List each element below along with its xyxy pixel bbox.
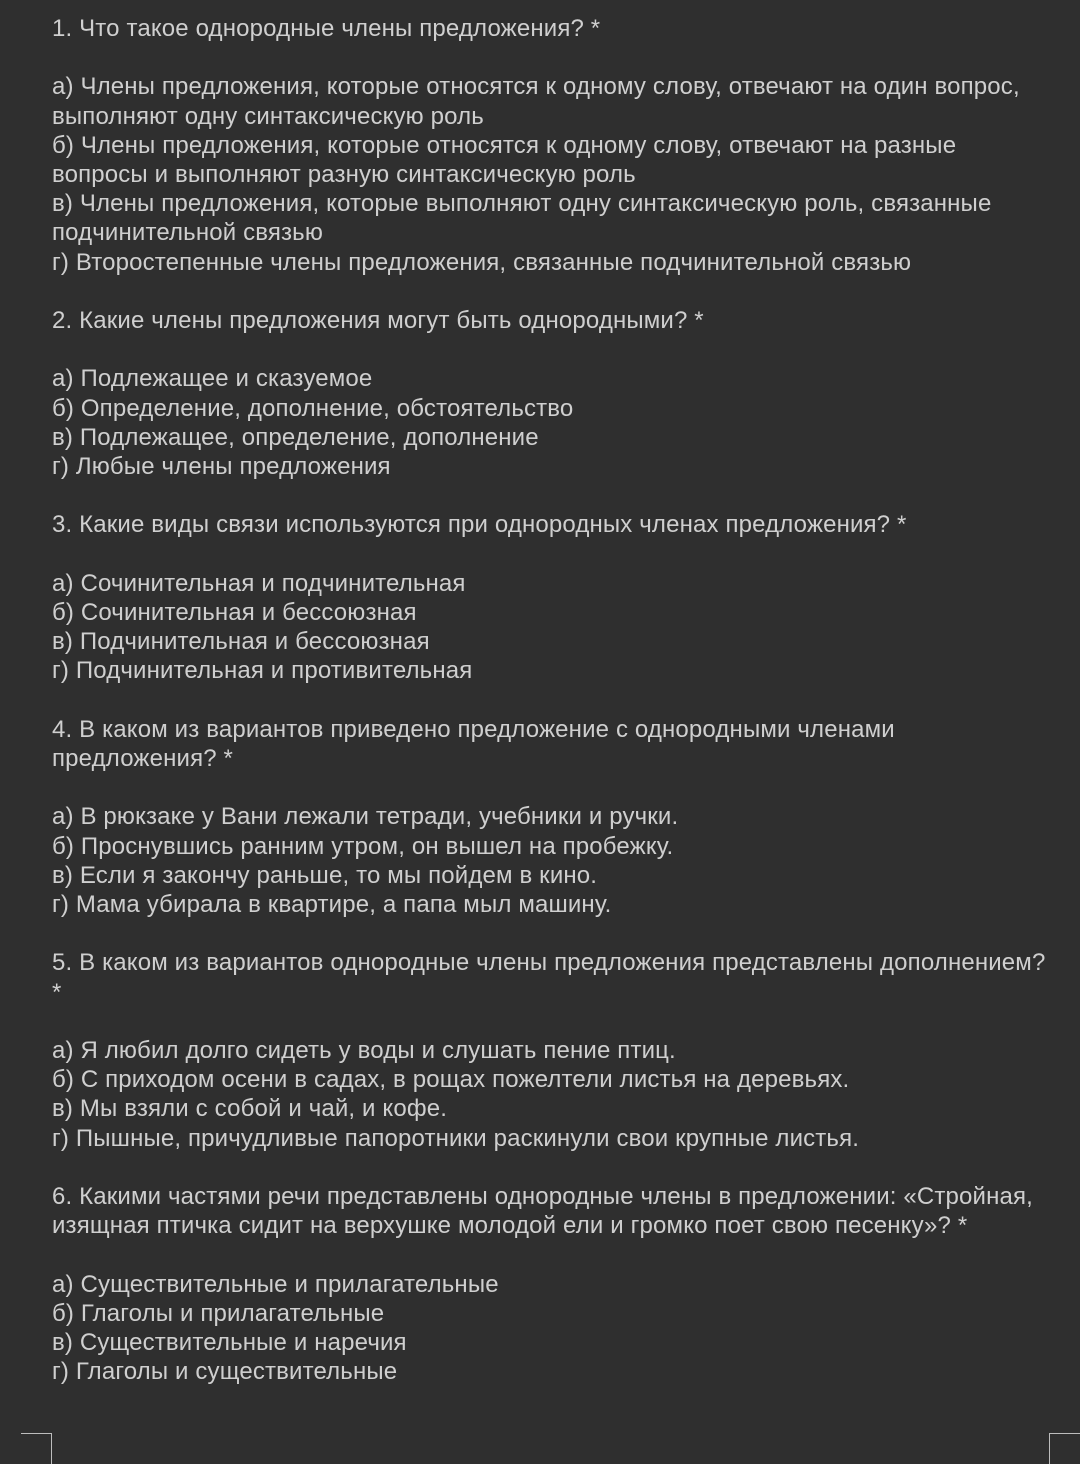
answer-list bbox=[52, 1036, 1052, 1153]
answer-option: в) Подчинительная и бессоюзная bbox=[52, 628, 430, 656]
question-title: 6. Какими частями речи представлены однородные члены в предложении: «Стройная, изящная птичка сидит на верхушке молодой ели и громко поет свою песенку»? * bbox=[52, 1182, 1033, 1240]
page-corner-right-mark bbox=[1049, 1433, 1080, 1464]
answer-option: г) Второстепенные члены предложения, связанные подчинительной связью bbox=[52, 248, 912, 276]
answer-option: а) Члены предложения, которые относятся к одному слову, отвечают на один вопрос, выполняют одну синтаксическую роль bbox=[52, 73, 1020, 130]
answer-list bbox=[52, 364, 1052, 481]
question-5 bbox=[52, 948, 1052, 1152]
question-title: 1. Что такое однородные члены предложения? * bbox=[52, 15, 601, 42]
answer-option: в) Существительные и наречия bbox=[52, 1328, 407, 1356]
question-4 bbox=[52, 715, 1052, 919]
spacer bbox=[52, 481, 1052, 510]
answer-option: в) Подлежащее, определение, дополнение bbox=[52, 423, 539, 451]
answer-option: б) С приходом осени в садах, в рощах пожелтели листья на деревьях. bbox=[52, 1066, 850, 1094]
answer-option: г) Мама убирала в квартире, а папа мыл машину. bbox=[52, 890, 612, 918]
answer-option: б) Глаголы и прилагательные bbox=[52, 1299, 385, 1327]
question-2 bbox=[52, 306, 1052, 481]
answer-list bbox=[52, 1270, 1052, 1387]
answer-option: г) Пышные, причудливые папоротники раскинули свои крупные листья. bbox=[52, 1124, 860, 1152]
spacer bbox=[52, 686, 1052, 715]
answer-option: г) Подчинительная и противительная bbox=[52, 657, 473, 685]
question-1 bbox=[52, 14, 1052, 277]
question-title: 2. Какие члены предложения могут быть однородными? * bbox=[52, 307, 704, 334]
answer-list bbox=[52, 569, 1052, 686]
question-title: 4. В каком из вариантов приведено предложение с однородными членами предложения? * bbox=[52, 715, 895, 772]
page-corner-left-mark bbox=[21, 1433, 52, 1464]
answer-option: а) В рюкзаке у Вани лежали тетради, учебники и ручки. bbox=[52, 803, 679, 831]
spacer bbox=[52, 277, 1052, 306]
answer-option: г) Любые члены предложения bbox=[52, 453, 391, 480]
spacer bbox=[52, 1153, 1052, 1182]
question-title: 3. Какие виды связи используются при однородных членах предложения? * bbox=[52, 511, 907, 539]
answer-option: б) Сочинительная и бессоюзная bbox=[52, 598, 417, 626]
answer-option: а) Сочинительная и подчинительная bbox=[52, 569, 466, 597]
answer-list bbox=[52, 72, 1052, 276]
answer-option: г) Глаголы и существительные bbox=[52, 1358, 398, 1386]
answer-option: а) Существительные и прилагательные bbox=[52, 1270, 499, 1298]
answer-option: в) Мы взяли с собой и чай, и кофе. bbox=[52, 1095, 448, 1123]
answer-option: а) Подлежащее и сказуемое bbox=[52, 365, 373, 393]
answer-option: а) Я любил долго сидеть у воды и слушать пение птиц. bbox=[52, 1036, 676, 1064]
answer-option: в) Члены предложения, которые выполняют одну синтаксическую роль, связанные подчинительной связью bbox=[52, 190, 992, 247]
answer-option: б) Члены предложения, которые относятся к одному слову, отвечают на разные вопросы и выполняют разную синтаксическую роль bbox=[52, 131, 957, 188]
answer-list bbox=[52, 802, 1052, 919]
answer-option: б) Проснувшись ранним утром, он вышел на пробежку. bbox=[52, 832, 674, 860]
document-body bbox=[52, 14, 1052, 1386]
answer-option: в) Если я закончу раньше, то мы пойдем в кино. bbox=[52, 861, 598, 889]
question-title: 5. В каком из вариантов однородные члены предложения представлены дополнением? * bbox=[52, 949, 1046, 1006]
answer-option: б) Определение, дополнение, обстоятельство bbox=[52, 394, 574, 422]
spacer bbox=[52, 919, 1052, 948]
question-6 bbox=[52, 1182, 1052, 1386]
question-3 bbox=[52, 510, 1052, 685]
